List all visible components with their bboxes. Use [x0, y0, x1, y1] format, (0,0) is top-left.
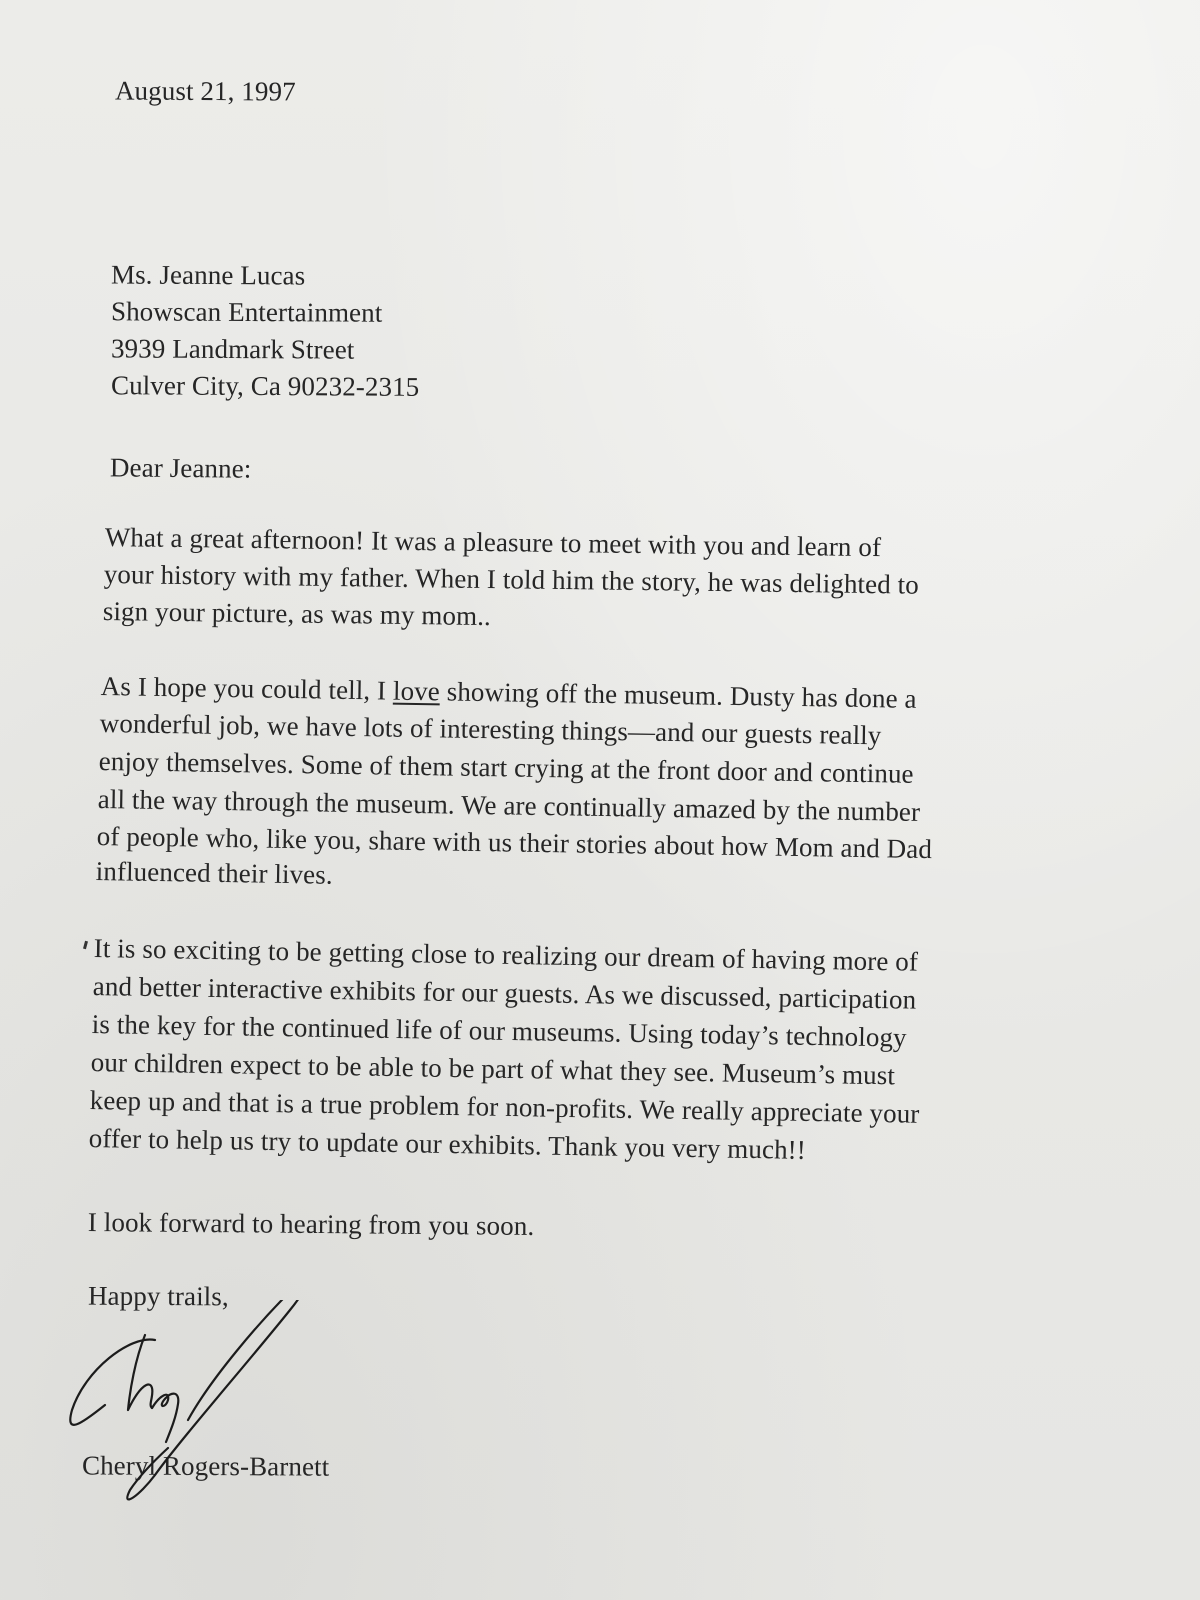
paragraph-2-text: As I hope you could tell, I [100, 671, 394, 706]
paragraph-3-line: It is so exciting to be getting close to realizing our dream of having more of [93, 933, 919, 977]
paragraph-2-line: enjoy themselves. Some of them start crying at the front door and continue [98, 746, 914, 789]
paragraph-3-line: and better interactive exhibits for our guests. As we discussed, participation [92, 971, 917, 1015]
paragraph-3-line: our children expect to be able to be part of what they see. Museum’s must [90, 1047, 896, 1091]
paragraph-2-line [101, 673, 917, 713]
recipient-city: Culver City, Ca 90232-2315 [110, 370, 420, 402]
sign-off: Happy trails, [87, 1280, 229, 1312]
letter-date: August 21, 1997 [114, 75, 296, 107]
paragraph-2-text: showing off the museum. Dusty has done a [439, 676, 917, 714]
paragraph-2-line: wonderful job, we have lots of interesting things—and our guests really [99, 708, 882, 751]
emphasized-word: love [392, 675, 441, 707]
paragraph-1-line: What a great afternoon! It was a pleasure to meet with you and learn of [104, 522, 882, 563]
stray-ink-mark [83, 941, 88, 950]
paragraph-2-line: all the way through the museum. We are continually amazed by the number [97, 784, 921, 827]
salutation: Dear Jeanne: [109, 452, 252, 484]
printed-name: Cheryl Rogers-Barnett [81, 1450, 330, 1482]
paragraph-1-line: your history with my father. When I told him the story, he was delighted to [103, 559, 920, 600]
paragraph-1-line: sign your picture, as was my mom.. [102, 596, 492, 632]
closing-line: I look forward to hearing from you soon. [87, 1207, 535, 1241]
recipient-name: Ms. Jeanne Lucas [110, 259, 306, 291]
recipient-street: 3939 Landmark Street [110, 333, 355, 365]
paragraph-3-line: is the key for the continued life of our museums. Using today’s technology [91, 1009, 907, 1053]
handwritten-signature [60, 1300, 320, 1530]
paragraph-2-line: influenced their lives. [95, 856, 333, 890]
paragraph-3-line: keep up and that is a true problem for non-profits. We really appreciate your [89, 1085, 920, 1129]
paragraph-2-line: of people who, like you, share with us their stories about how Mom and Dad [96, 821, 933, 865]
recipient-company: Showscan Entertainment [110, 296, 383, 328]
paragraph-3-line: offer to help us try to update our exhibits. Thank you very much!! [88, 1123, 807, 1165]
